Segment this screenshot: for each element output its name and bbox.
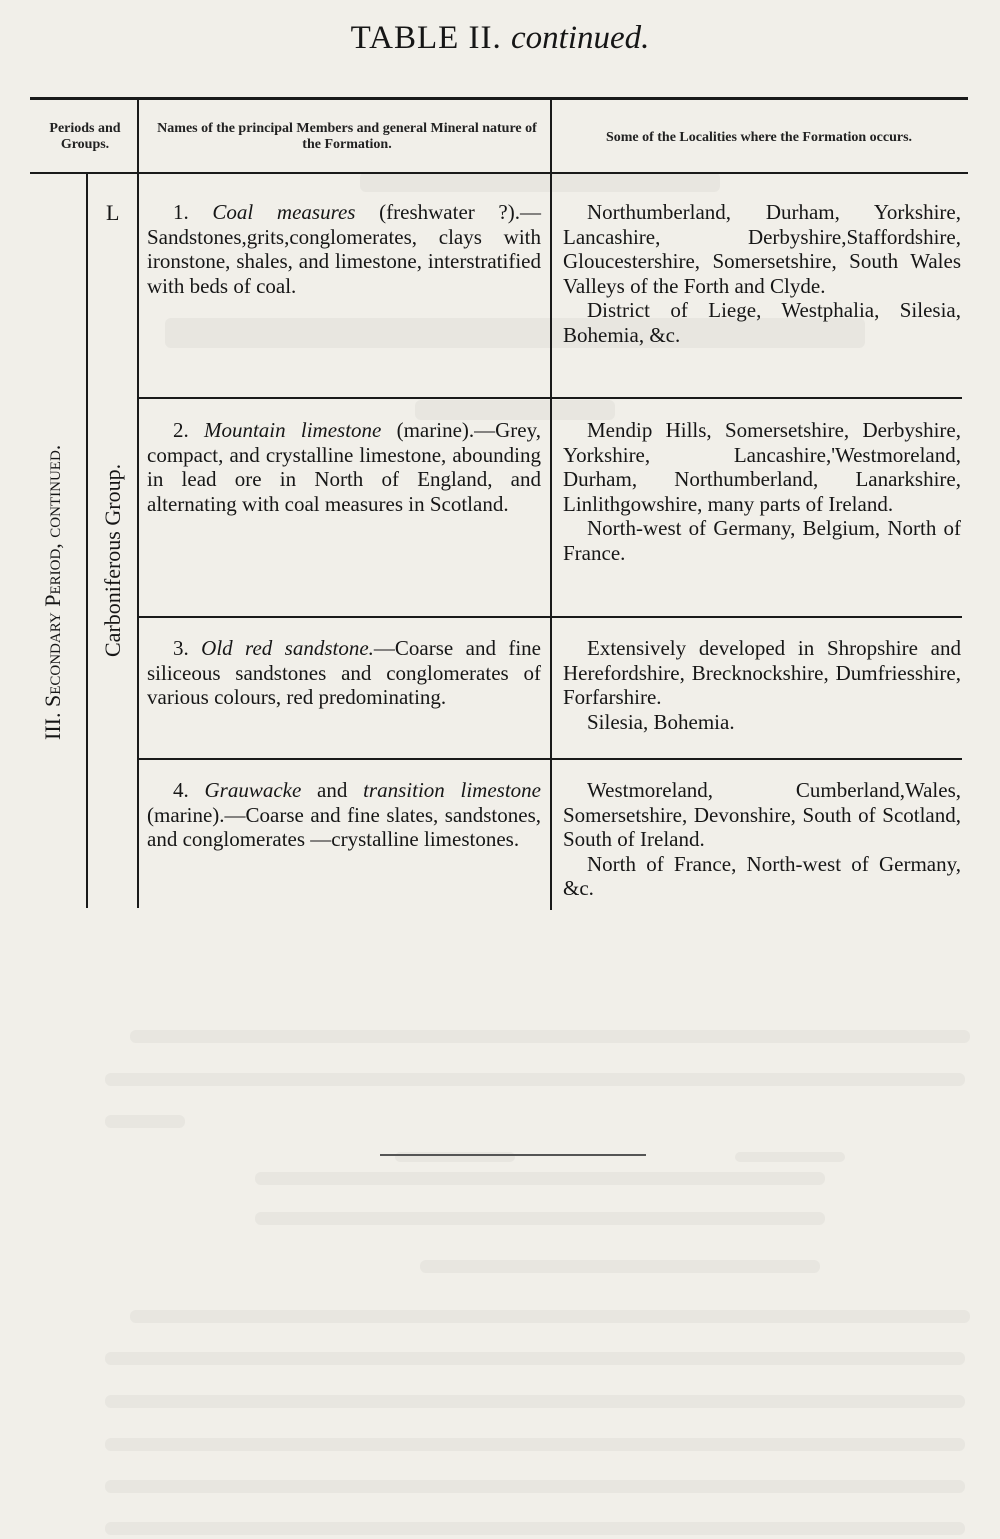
row-3-localities <box>563 636 961 734</box>
row-4-name-mid: and <box>317 778 348 802</box>
row-4-name-italic-2: transition limestone <box>363 778 541 802</box>
row-4-number: 4. <box>173 778 189 802</box>
row-1-localities <box>563 200 961 347</box>
period-label-text: III. Secondary Period, continued. <box>40 444 65 740</box>
title-italic: continued. <box>511 20 650 56</box>
row-1-locality-1: Northumberland, Durham, Yorkshire, Lancashire, Derbyshire,Staffordshire, Gloucestershire, Somersetshire, South Wales Valleys of the Forth and Clyde. <box>563 200 961 298</box>
row-1-name-italic: Coal measures <box>212 200 356 224</box>
names-left-divider <box>137 174 139 908</box>
row-4-locality-1: Westmoreland, Cumberland,Wales, Somersetshire, Devonshire, South of Scotland, South of Ireland. <box>563 778 961 851</box>
table-top-rule <box>30 97 968 100</box>
row-divider-1 <box>137 397 962 399</box>
row-2-localities <box>563 418 961 565</box>
row-2-locality-2: North-west of Germany, Belgium, North of France. <box>563 516 961 565</box>
row-4-localities <box>563 778 961 901</box>
row-2-number: 2. <box>173 418 189 442</box>
row-2-names <box>147 418 541 516</box>
row-4-locality-2: North of France, North-west of Germany, &c. <box>563 851 961 900</box>
row-2-locality-1: Mendip Hills, Somersetshire, Derbyshire, Yorkshire, Lancashire,'Westmoreland, Durham, Northumberland, Lanarkshire, Linlithgowshire, many parts of Ireland. <box>563 418 961 516</box>
group-label <box>100 464 126 657</box>
row-1-locality-2: District of Liege, Westphalia, Silesia, Bohemia, &c. <box>563 298 961 347</box>
table-bottom-rule <box>380 1154 646 1156</box>
header-periods: Periods and Groups. <box>49 121 121 152</box>
row-3-locality-2: Silesia, Bohemia. <box>587 709 735 734</box>
group-label-text: Carboniferous Group. <box>100 463 125 657</box>
column-divider-2 <box>550 100 552 910</box>
row-4-name-italic: Grauwacke <box>204 778 302 802</box>
group-divider <box>86 174 88 908</box>
group-letter: L <box>106 200 120 225</box>
row-2-name-rest: (marine).—Grey, compact, and crystalline limestone, abounding in lead ore in North of England, and alternating with coal measures in Scotland. <box>147 418 541 516</box>
column-divider-1 <box>137 100 139 172</box>
header-localities: Some of the Localities where the Formation occurs. <box>605 130 913 145</box>
period-label <box>40 445 66 740</box>
row-3-number: 3. <box>173 636 189 660</box>
row-divider-3 <box>137 758 962 760</box>
row-3-locality-1: Extensively developed in Shropshire and Herefordshire, Brecknockshire, Dumfriesshire, Forfarshire. <box>563 636 961 709</box>
title-main: TABLE II. <box>350 20 502 56</box>
row-3-names <box>147 636 541 710</box>
row-1-names <box>147 200 541 298</box>
row-3-name-italic: Old red sandstone. <box>201 636 374 660</box>
row-2-name-italic: Mountain limestone <box>203 418 382 442</box>
header-bottom-rule <box>30 172 968 174</box>
row-1-number: 1. <box>173 200 189 224</box>
row-divider-2 <box>137 616 962 618</box>
row-3-name-rest: —Coarse and fine siliceous sandstones and conglomerates of various colours, red predominating. <box>147 636 541 709</box>
header-names: Names of the principal Members and general Mineral nature of the Formation. <box>157 121 537 152</box>
row-1-name-rest: (freshwater ?).—Sandstones,grits,conglomerates, clays with ironstone, shales, and limestone, interstratified with beds of coal. <box>147 200 541 298</box>
page-title <box>0 20 1000 57</box>
row-4-name-rest: (marine).—Coarse and fine slates, sandstones, and conglomerates —crystalline limestones. <box>147 802 541 851</box>
row-4-names <box>147 778 541 852</box>
